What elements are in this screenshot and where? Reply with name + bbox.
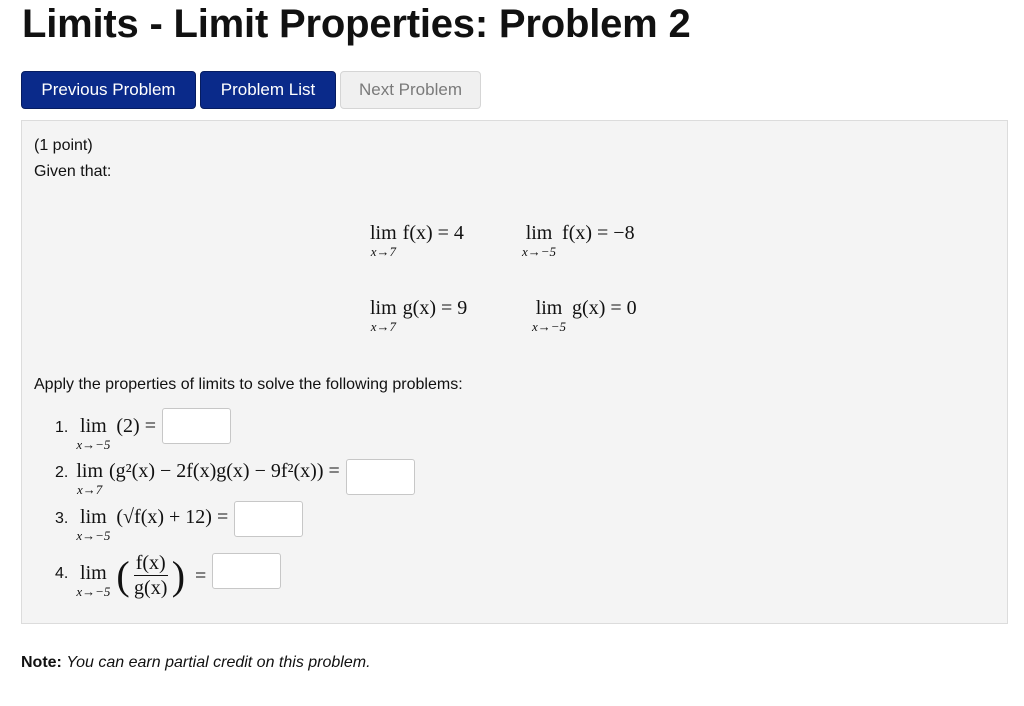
fraction — [134, 553, 168, 598]
given-limit-1: lim x→7 f(x) = 4 — [370, 222, 464, 259]
given-limit-2: lim x→−5 f(x) = −8 — [522, 222, 635, 259]
limit-expression: g(x) = 0 — [572, 297, 637, 319]
problem-number: 2. — [55, 464, 69, 481]
previous-problem-button[interactable]: Previous Problem — [21, 71, 196, 109]
fraction-denominator: g(x) — [134, 577, 168, 599]
limit-subscript: x→7 — [370, 244, 396, 259]
given-limit-4: lim x→−5 g(x) = 0 — [532, 297, 637, 334]
note — [21, 654, 371, 672]
equals-sign: = — [195, 564, 207, 587]
next-problem-button[interactable]: Next Problem — [340, 71, 481, 109]
problem-expression: (√f(x) + 12) = — [116, 506, 229, 528]
answer-input-2[interactable] — [346, 459, 415, 495]
answer-input-3[interactable] — [234, 501, 303, 537]
answer-input-4[interactable] — [212, 553, 281, 589]
problem-item-2: 2. lim x→7 (g²(x) − 2f(x)g(x) − 9f²(x)) = — [55, 461, 415, 496]
answer-input-1[interactable] — [162, 408, 231, 444]
limit-subscript: x→−5 — [76, 437, 111, 452]
limit-subscript: x→−5 — [76, 584, 111, 599]
instruction-text: Apply the properties of limits to solve the following problems: — [34, 376, 463, 393]
problem-panel — [21, 120, 1008, 624]
note-label: Note: — [21, 654, 62, 671]
limit-subscript: x→−5 — [532, 319, 567, 334]
problem-number: 3. — [55, 510, 69, 527]
problem-number: 1. — [55, 419, 69, 436]
problem-navigation — [21, 71, 481, 109]
problem-expression: (g²(x) − 2f(x)g(x) − 9f²(x)) = — [109, 460, 340, 482]
note-text: You can earn partial credit on this problem. — [66, 654, 371, 671]
limit-subscript: x→−5 — [76, 528, 111, 543]
problem-list-button[interactable]: Problem List — [200, 71, 336, 109]
problem-points: (1 point) — [34, 137, 93, 154]
limit-expression: f(x) = 4 — [402, 222, 464, 244]
fraction-numerator: f(x) — [135, 552, 166, 574]
limit-expression: f(x) = −8 — [562, 222, 635, 244]
problem-item-4: 4. lim x→−5 ( $\frac{f(x)}{g(x)}$ ) = — [55, 553, 281, 598]
given-limit-3: lim x→7 g(x) = 9 — [370, 297, 468, 334]
problem-item-3: 3. lim x→−5 (√f(x) + 12) = — [55, 507, 303, 542]
problem-item-1: 1. lim x→−5 (2) = — [55, 416, 231, 451]
limit-subscript: x→7 — [370, 319, 396, 334]
page-title: Limits - Limit Properties: Problem 2 — [22, 2, 691, 46]
given-label: Given that: — [34, 163, 112, 180]
limit-subscript: x→7 — [77, 482, 103, 497]
limit-subscript: x→−5 — [522, 244, 557, 259]
problem-expression: (2) = — [116, 415, 156, 437]
problem-number: 4. — [55, 565, 69, 582]
limit-expression: g(x) = 9 — [402, 297, 468, 319]
